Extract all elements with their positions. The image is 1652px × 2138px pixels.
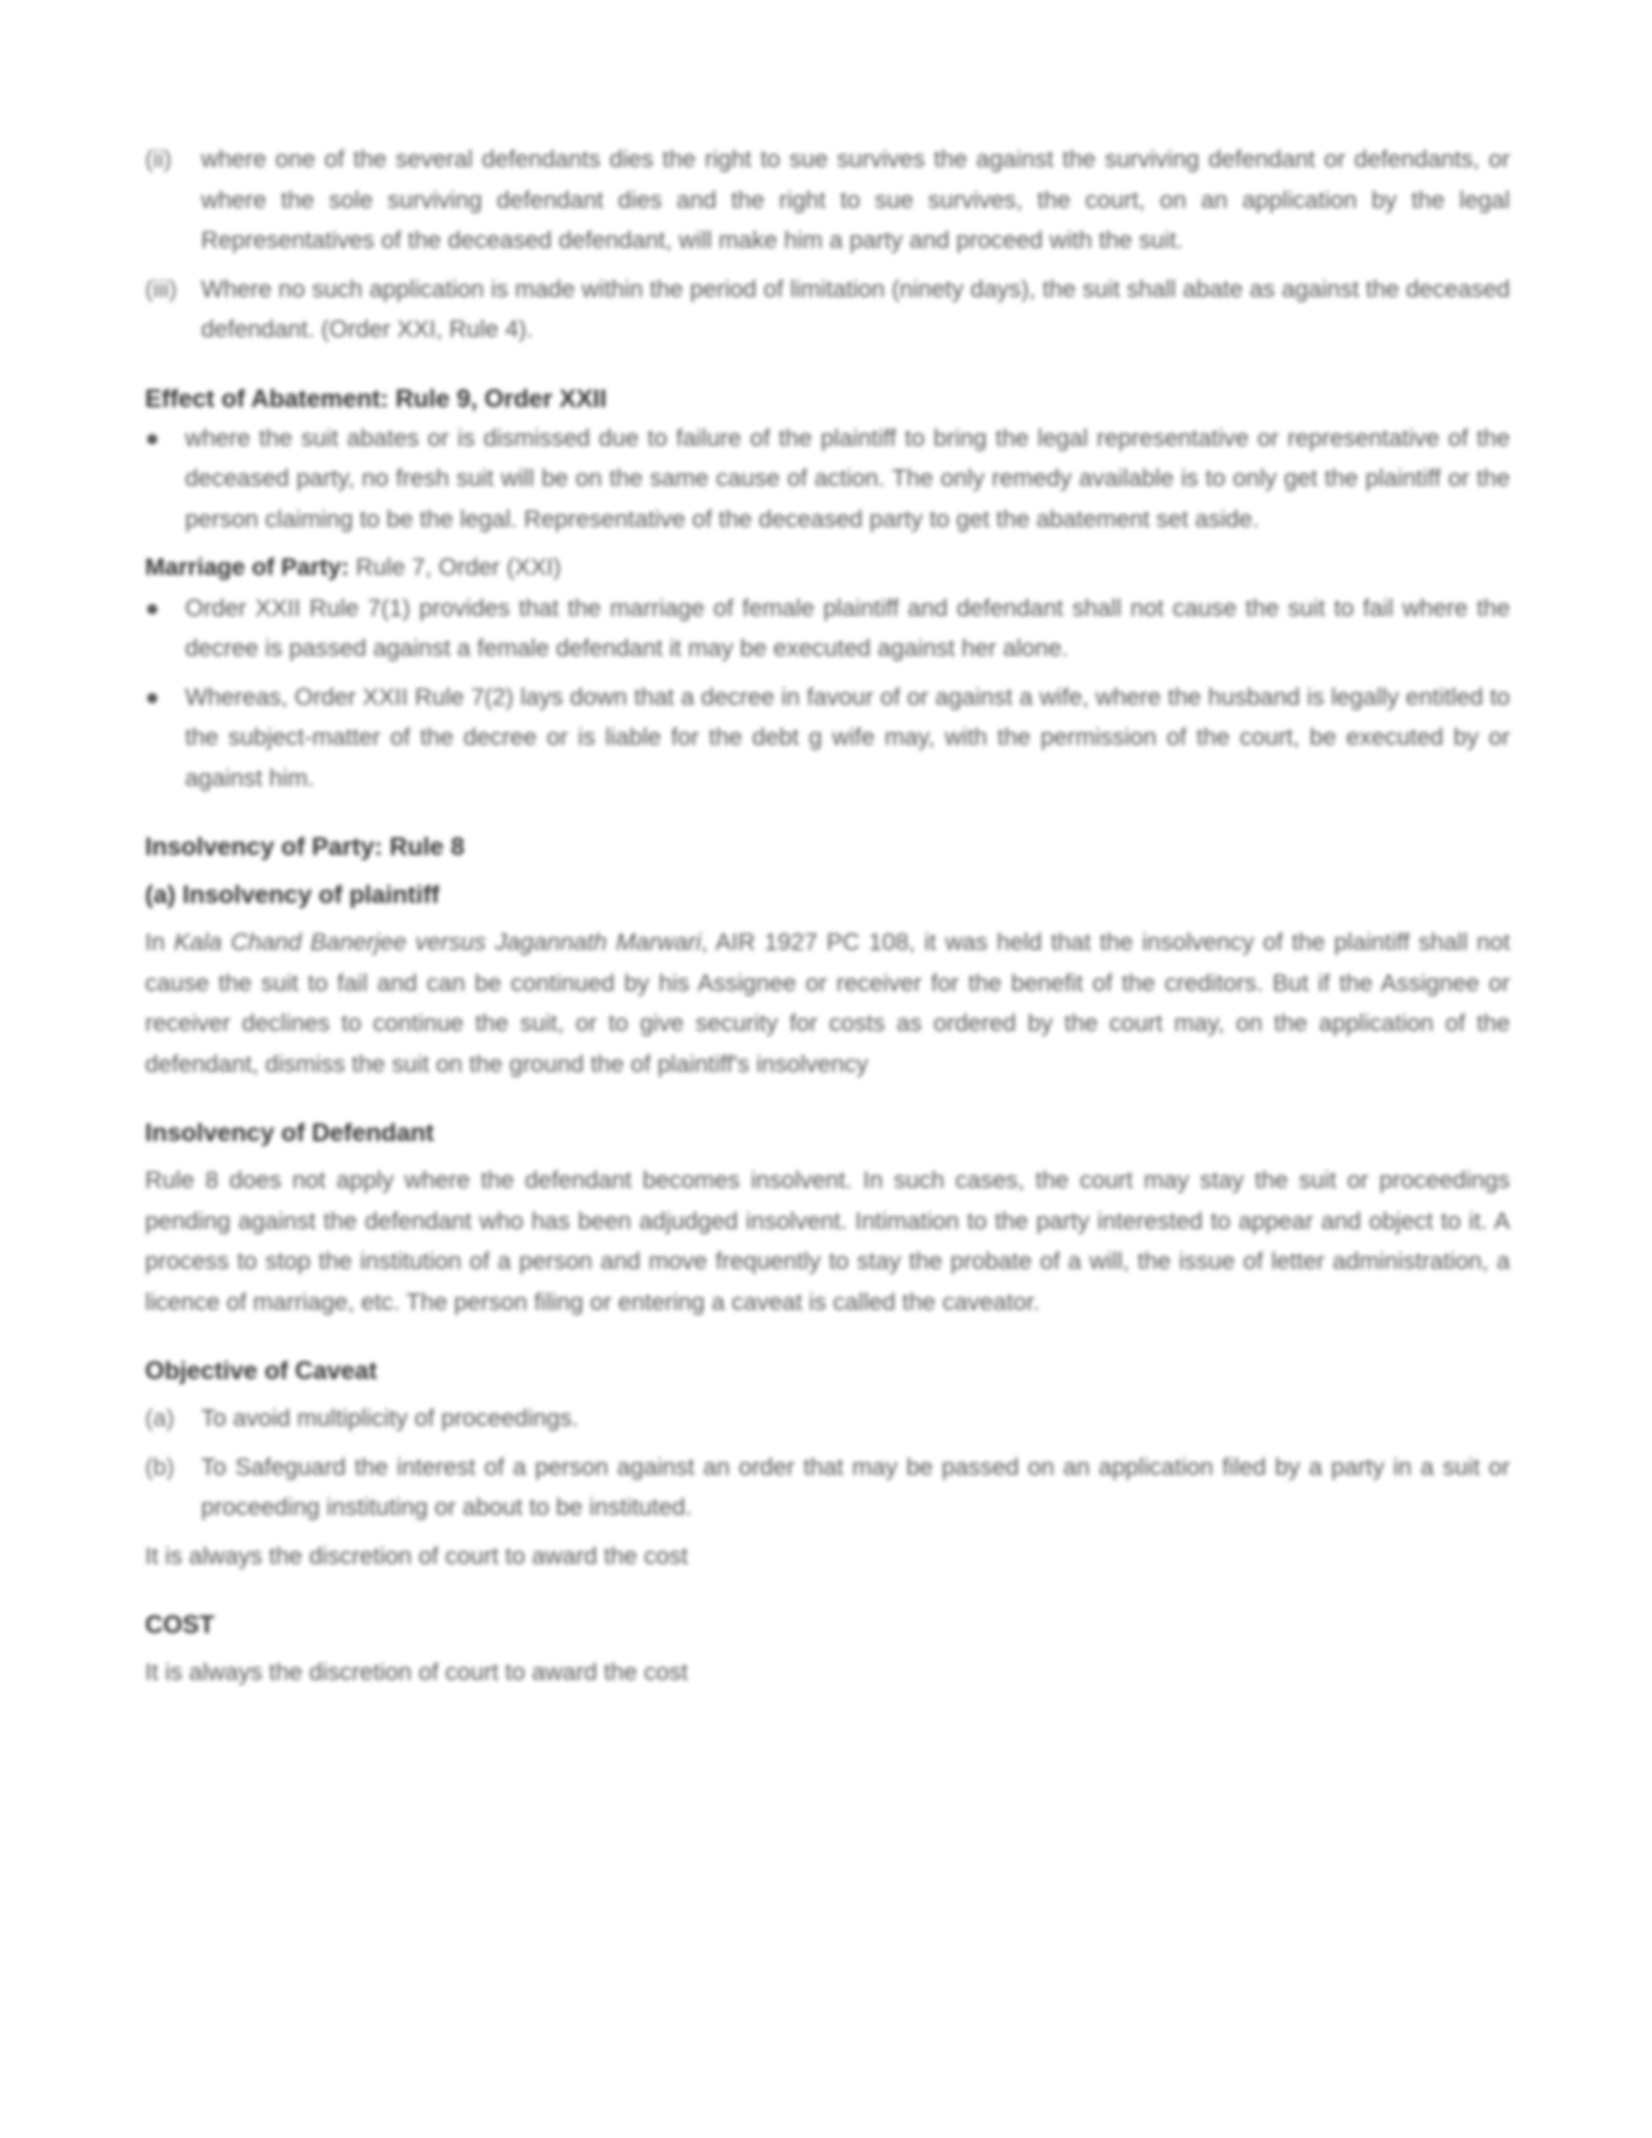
subheading-insolvency-plaintiff: (a) Insolvency of plaintiff [145, 881, 440, 909]
marriage-heading-bold: Marriage of Party: [145, 554, 350, 581]
bullet-icon: ● [145, 594, 160, 622]
bullet-icon: ● [145, 683, 160, 711]
bullet-item [145, 678, 1510, 800]
insolvency-defendant-paragraph: Rule 8 does not apply where the defendant becomes insolvent. In such cases, the court may stay the suit or proceedings pending against the defendant who has been adjudged insolvent. Intimation to the party interested to appear and object to it. A process to stop the institution of a person and move frequently to stay the probate of a will, the issue of letter administration, a licence of marriage, etc. The person filing or entering a caveat is called the caveator. [145, 1167, 1510, 1316]
list-marker: (b) [145, 1453, 175, 1481]
cost-paragraph: It is always the discretion of court to award the cost [145, 1659, 688, 1686]
section-heading-caveat: Objective of Caveat [145, 1357, 378, 1385]
list-marker: (a) [145, 1405, 175, 1432]
caveat-note: It is always the discretion of court to award the cost [145, 1542, 688, 1570]
intro-text: In [145, 929, 174, 956]
list-marker: (ii) [145, 146, 172, 173]
section-heading-abatement: Effect of Abatement: Rule 9, Order XXII [145, 384, 607, 413]
list-item-text: Where no such application is made within the period of limitation (ninety days), the suit shall abate as against the deceased defendant. (Order XXI, Rule 4). [201, 275, 1510, 343]
bullet-item [145, 589, 1510, 670]
list-item-text: where one of the several defendants dies the right to sue survives the against the surviving defendant or defendants, or where the sole surviving defendant dies and the right to sue survives, the court, on an application by the legal Representatives of the deceased defendant, will make him a party and proceed with the suit. [201, 146, 1510, 254]
section-heading-cost: COST [145, 1611, 215, 1639]
list-item [145, 1399, 1510, 1440]
section-heading-marriage [145, 548, 1510, 589]
list-item-text: To avoid multiplicity of proceedings. [201, 1405, 579, 1432]
list-marker: (iii) [145, 275, 177, 303]
bullet-item [145, 419, 1510, 541]
list-item-text: To Safeguard the interest of a person against an order that may be passed on an application filed by a party in a suit or proceeding instituting or about to be instituted. [201, 1453, 1510, 1521]
list-item [145, 270, 1510, 351]
insolvency-plaintiff-paragraph [145, 923, 1510, 1085]
bullet-text: where the suit abates or is dismissed due to failure of the plaintiff to bring the legal representative or representative of the deceased party, no fresh suit will be on the same cause of action. The only remedy available is to only get the plaintiff or the person claiming to be the legal. Representative of the deceased party to get the abatement set aside. [185, 424, 1510, 533]
list-item [145, 1448, 1510, 1529]
paragraph-text: , AIR 1927 PC 108, it was held that the insolvency of the plaintiff shall not cause the suit to fail and can be continued by his Assignee or receiver for the benefit of the creditors. But if the Assignee or receiver declines to continue the suit, or to give security for costs as ordered by the court may, on the application of the defendant, dismiss the suit on the ground the of plaintiff's insolvency [145, 929, 1510, 1078]
section-heading-insolvency: Insolvency of Party: Rule 8 [145, 833, 465, 861]
bullet-text: Order XXII Rule 7(1) provides that the marriage of female plaintiff and defendant shall not cause the suit to fail where the decree is passed against a female defendant it may be executed against her alone. [185, 594, 1510, 662]
case-name: Kala Chand Banerjee versus Jagannath Marwari [173, 929, 702, 956]
marriage-heading-rest: Rule 7, Order (XXI) [349, 554, 562, 581]
bullet-text: Whereas, Order XXII Rule 7(2) lays down that a decree in favour of or against a wife, where the husband is legally entitled to the subject-matter of the decree or is liable for the debt g wife may, with the permission of the court, be executed by or against him. [185, 683, 1510, 792]
bullet-icon: ● [145, 424, 160, 452]
list-item [145, 140, 1510, 262]
subheading-insolvency-defendant: Insolvency of Defendant [145, 1119, 434, 1147]
